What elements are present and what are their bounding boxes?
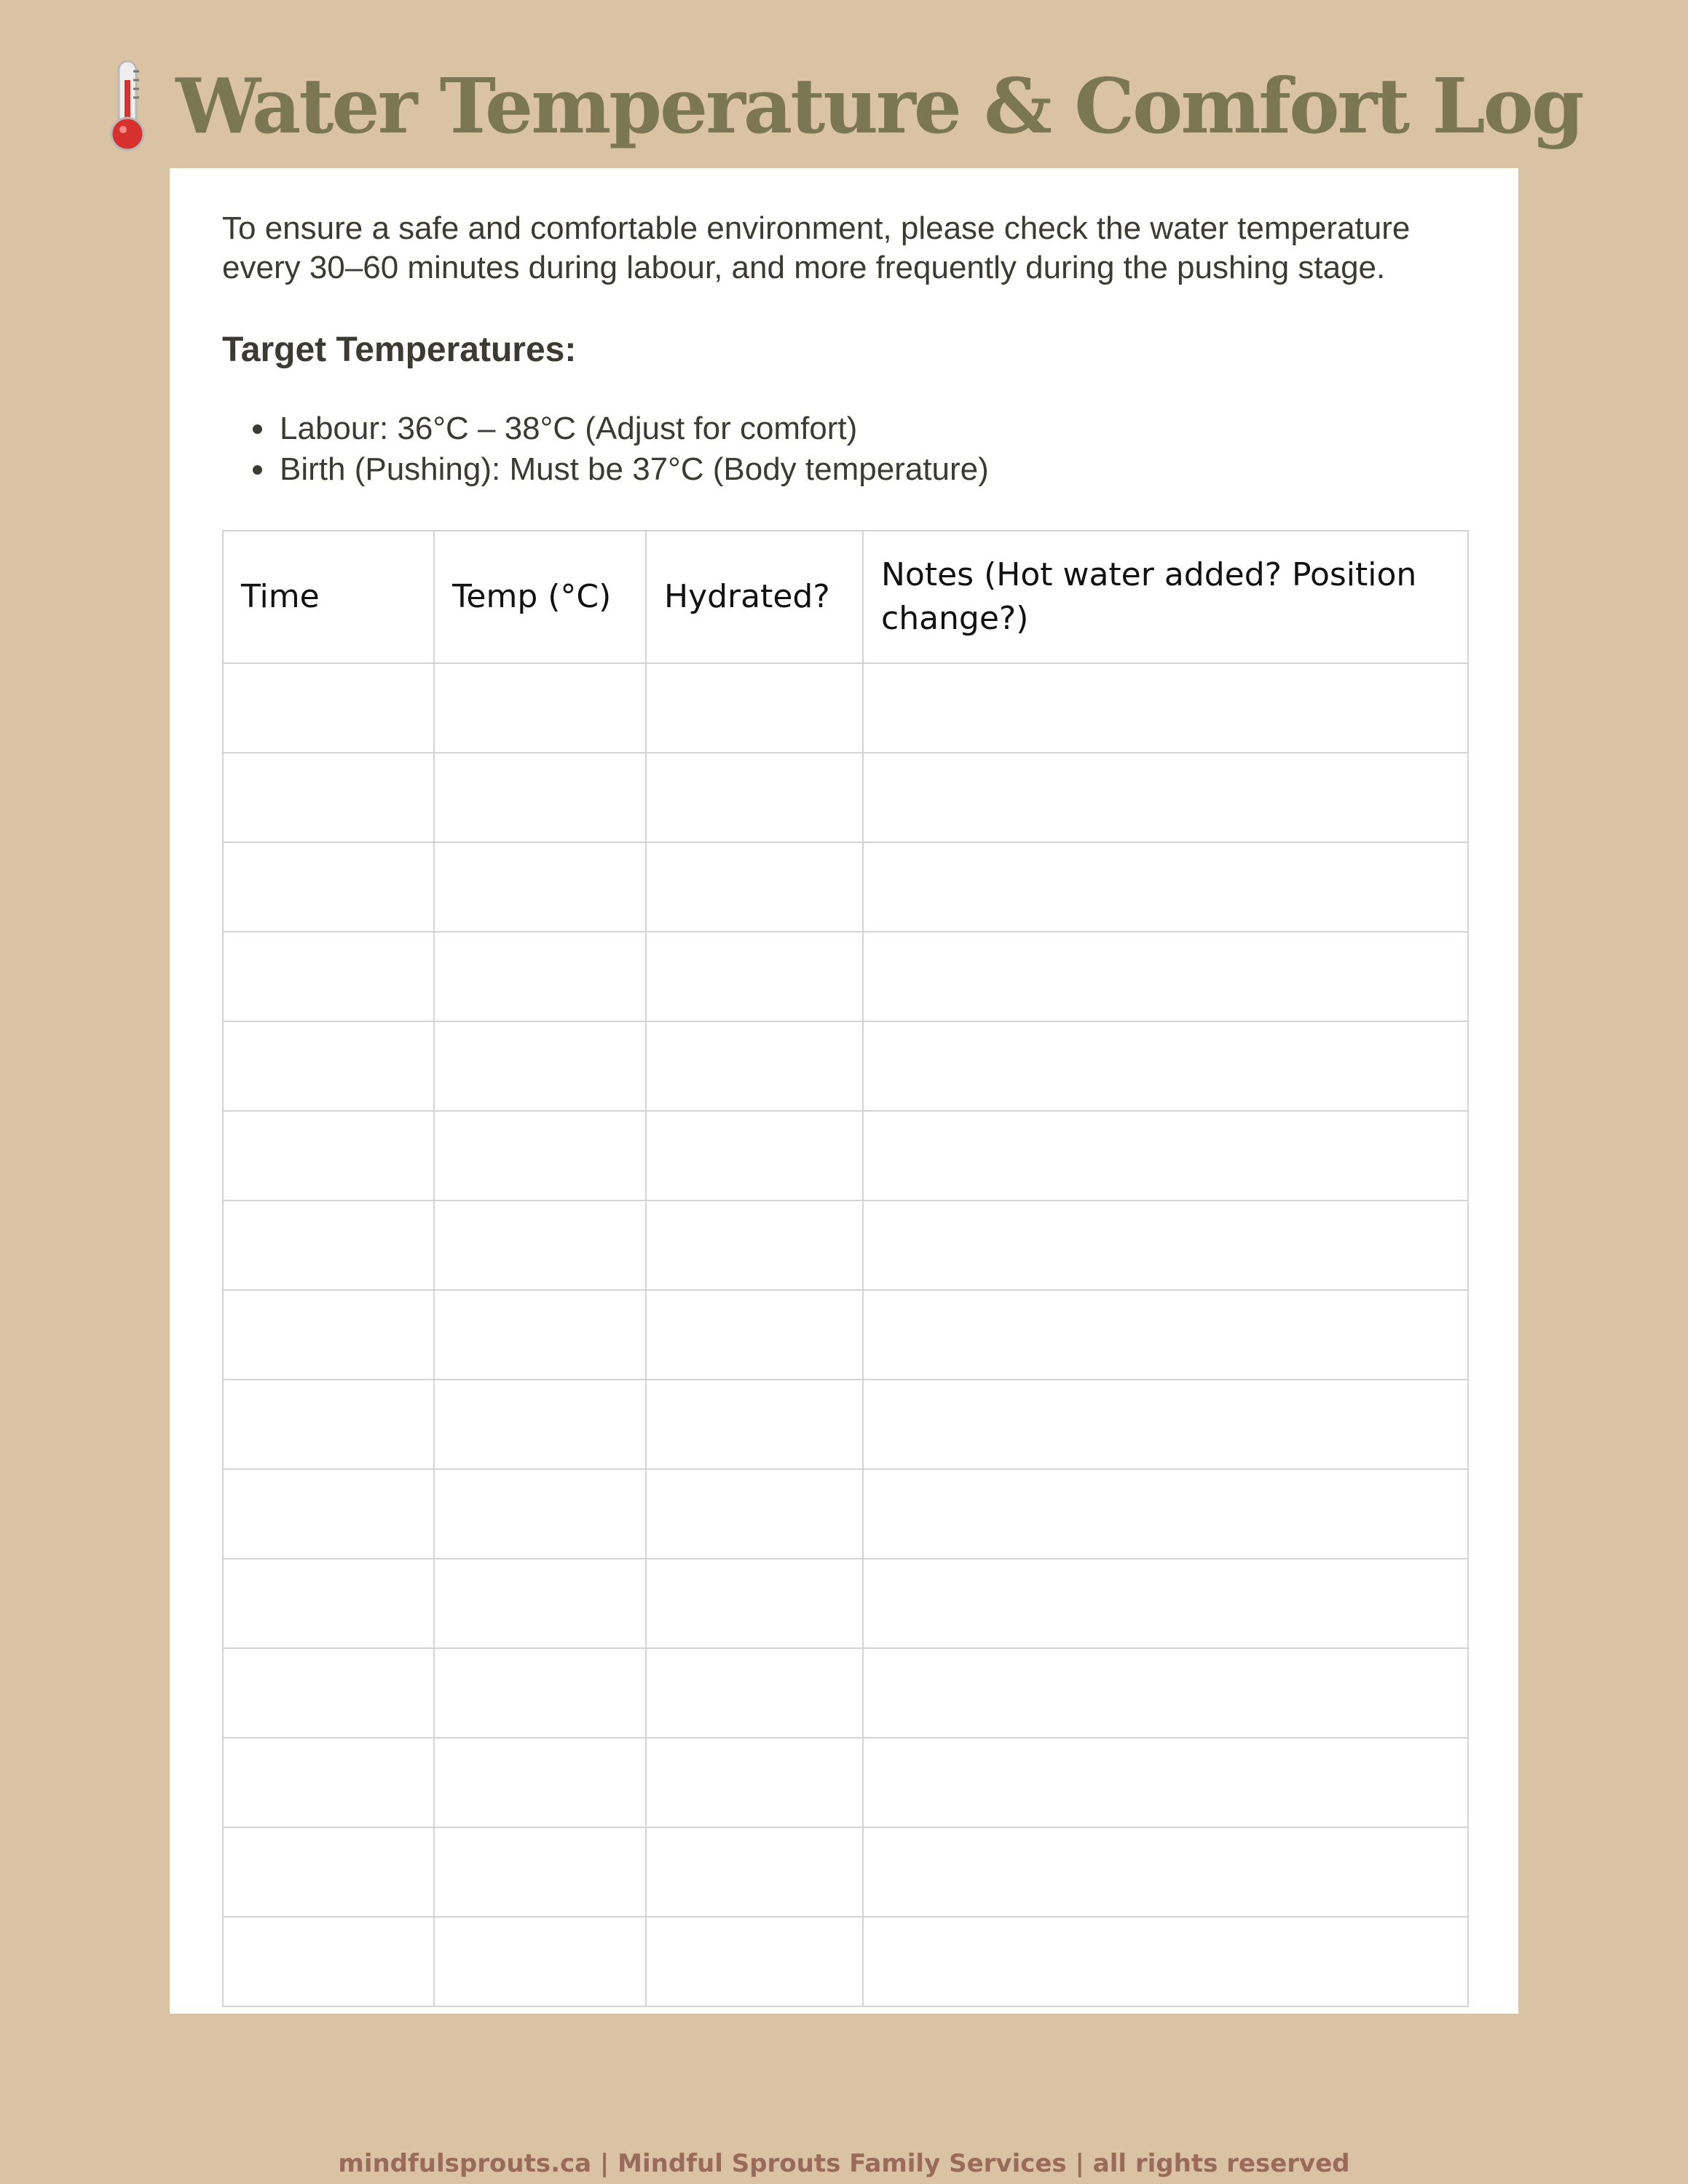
table-row xyxy=(223,1827,1468,1917)
target-item-labour: • Labour: 36°C – 38°C (Adjust for comfort) xyxy=(277,408,989,449)
table-row xyxy=(223,1648,1468,1738)
cell-time[interactable] xyxy=(223,1738,434,1827)
cell-time[interactable] xyxy=(223,1111,434,1200)
cell-time[interactable] xyxy=(223,1827,434,1917)
thermometer-icon xyxy=(106,58,149,153)
column-header-notes: Notes (Hot water added? Position change?) xyxy=(863,531,1468,663)
table-row xyxy=(223,1559,1468,1648)
cell-hydrated[interactable] xyxy=(646,753,863,842)
cell-time[interactable] xyxy=(223,753,434,842)
footer-text: mindfulsprouts.ca | Mindful Sprouts Family Services | all rights reserved xyxy=(338,2149,1350,2178)
cell-hydrated[interactable] xyxy=(646,932,863,1021)
cell-temp[interactable] xyxy=(434,842,646,932)
log-card xyxy=(170,168,1518,2014)
table-header-row xyxy=(223,531,1468,663)
cell-time[interactable] xyxy=(223,932,434,1021)
cell-hydrated[interactable] xyxy=(646,1827,863,1917)
table-row xyxy=(223,842,1468,932)
cell-notes[interactable] xyxy=(863,1290,1468,1380)
cell-temp[interactable] xyxy=(434,1738,646,1827)
cell-time[interactable] xyxy=(223,1290,434,1380)
cell-time[interactable] xyxy=(223,842,434,932)
page-title: Water Temperature & Comfort Log xyxy=(175,60,1582,151)
target-temperatures-list xyxy=(222,408,989,490)
cell-hydrated[interactable] xyxy=(646,1111,863,1200)
temperature-log-table xyxy=(222,530,1469,2007)
cell-notes[interactable] xyxy=(863,1021,1468,1111)
cell-notes[interactable] xyxy=(863,1827,1468,1917)
cell-notes[interactable] xyxy=(863,1648,1468,1738)
cell-temp[interactable] xyxy=(434,1648,646,1738)
cell-time[interactable] xyxy=(223,663,434,753)
table-row xyxy=(223,753,1468,842)
table-body xyxy=(223,663,1468,2006)
cell-notes[interactable] xyxy=(863,1738,1468,1827)
cell-time[interactable] xyxy=(223,1469,434,1559)
table-row xyxy=(223,1917,1468,2006)
cell-time[interactable] xyxy=(223,1648,434,1738)
cell-temp[interactable] xyxy=(434,1200,646,1290)
column-header-temp: Temp (°C) xyxy=(434,531,646,663)
cell-hydrated[interactable] xyxy=(646,1290,863,1380)
cell-hydrated[interactable] xyxy=(646,1738,863,1827)
intro-text: To ensure a safe and comfortable environment, please check the water temperature every 30–60 minutes during labour, and more frequently during the pushing stage. xyxy=(222,210,1411,285)
cell-time[interactable] xyxy=(223,1021,434,1111)
cell-temp[interactable] xyxy=(434,1469,646,1559)
cell-temp[interactable] xyxy=(434,1021,646,1111)
table-row xyxy=(223,1469,1468,1559)
cell-temp[interactable] xyxy=(434,1827,646,1917)
cell-temp[interactable] xyxy=(434,1559,646,1648)
cell-temp[interactable] xyxy=(434,663,646,753)
table-row xyxy=(223,1200,1468,1290)
cell-temp[interactable] xyxy=(434,1290,646,1380)
cell-temp[interactable] xyxy=(434,1380,646,1469)
table-row xyxy=(223,663,1468,753)
page-header xyxy=(0,51,1688,160)
cell-temp[interactable] xyxy=(434,932,646,1021)
cell-hydrated[interactable] xyxy=(646,842,863,932)
cell-notes[interactable] xyxy=(863,753,1468,842)
cell-hydrated[interactable] xyxy=(646,1648,863,1738)
cell-notes[interactable] xyxy=(863,1469,1468,1559)
column-header-hydrated: Hydrated? xyxy=(646,531,863,663)
cell-hydrated[interactable] xyxy=(646,1200,863,1290)
cell-notes[interactable] xyxy=(863,1559,1468,1648)
table-row xyxy=(223,1738,1468,1827)
cell-notes[interactable] xyxy=(863,1111,1468,1200)
table-row xyxy=(223,1290,1468,1380)
cell-notes[interactable] xyxy=(863,932,1468,1021)
table-row xyxy=(223,1021,1468,1111)
cell-time[interactable] xyxy=(223,1559,434,1648)
cell-temp[interactable] xyxy=(434,1111,646,1200)
cell-hydrated[interactable] xyxy=(646,1021,863,1111)
cell-time[interactable] xyxy=(223,1200,434,1290)
target-temperatures-heading: Target Temperatures: xyxy=(222,331,577,369)
cell-hydrated[interactable] xyxy=(646,1559,863,1648)
cell-notes[interactable] xyxy=(863,1917,1468,2006)
cell-notes[interactable] xyxy=(863,842,1468,932)
cell-hydrated[interactable] xyxy=(646,1469,863,1559)
cell-time[interactable] xyxy=(223,1380,434,1469)
cell-notes[interactable] xyxy=(863,1380,1468,1469)
cell-hydrated[interactable] xyxy=(646,1380,863,1469)
cell-notes[interactable] xyxy=(863,1200,1468,1290)
cell-notes[interactable] xyxy=(863,663,1468,753)
cell-hydrated[interactable] xyxy=(646,663,863,753)
cell-time[interactable] xyxy=(223,1917,434,2006)
cell-temp[interactable] xyxy=(434,753,646,842)
table-row xyxy=(223,1111,1468,1200)
table-row xyxy=(223,1380,1468,1469)
cell-hydrated[interactable] xyxy=(646,1917,863,2006)
column-header-time: Time xyxy=(223,531,434,663)
cell-temp[interactable] xyxy=(434,1917,646,2006)
target-item-birth: • Birth (Pushing): Must be 37°C (Body temperature) xyxy=(277,449,989,490)
table-row xyxy=(223,932,1468,1021)
